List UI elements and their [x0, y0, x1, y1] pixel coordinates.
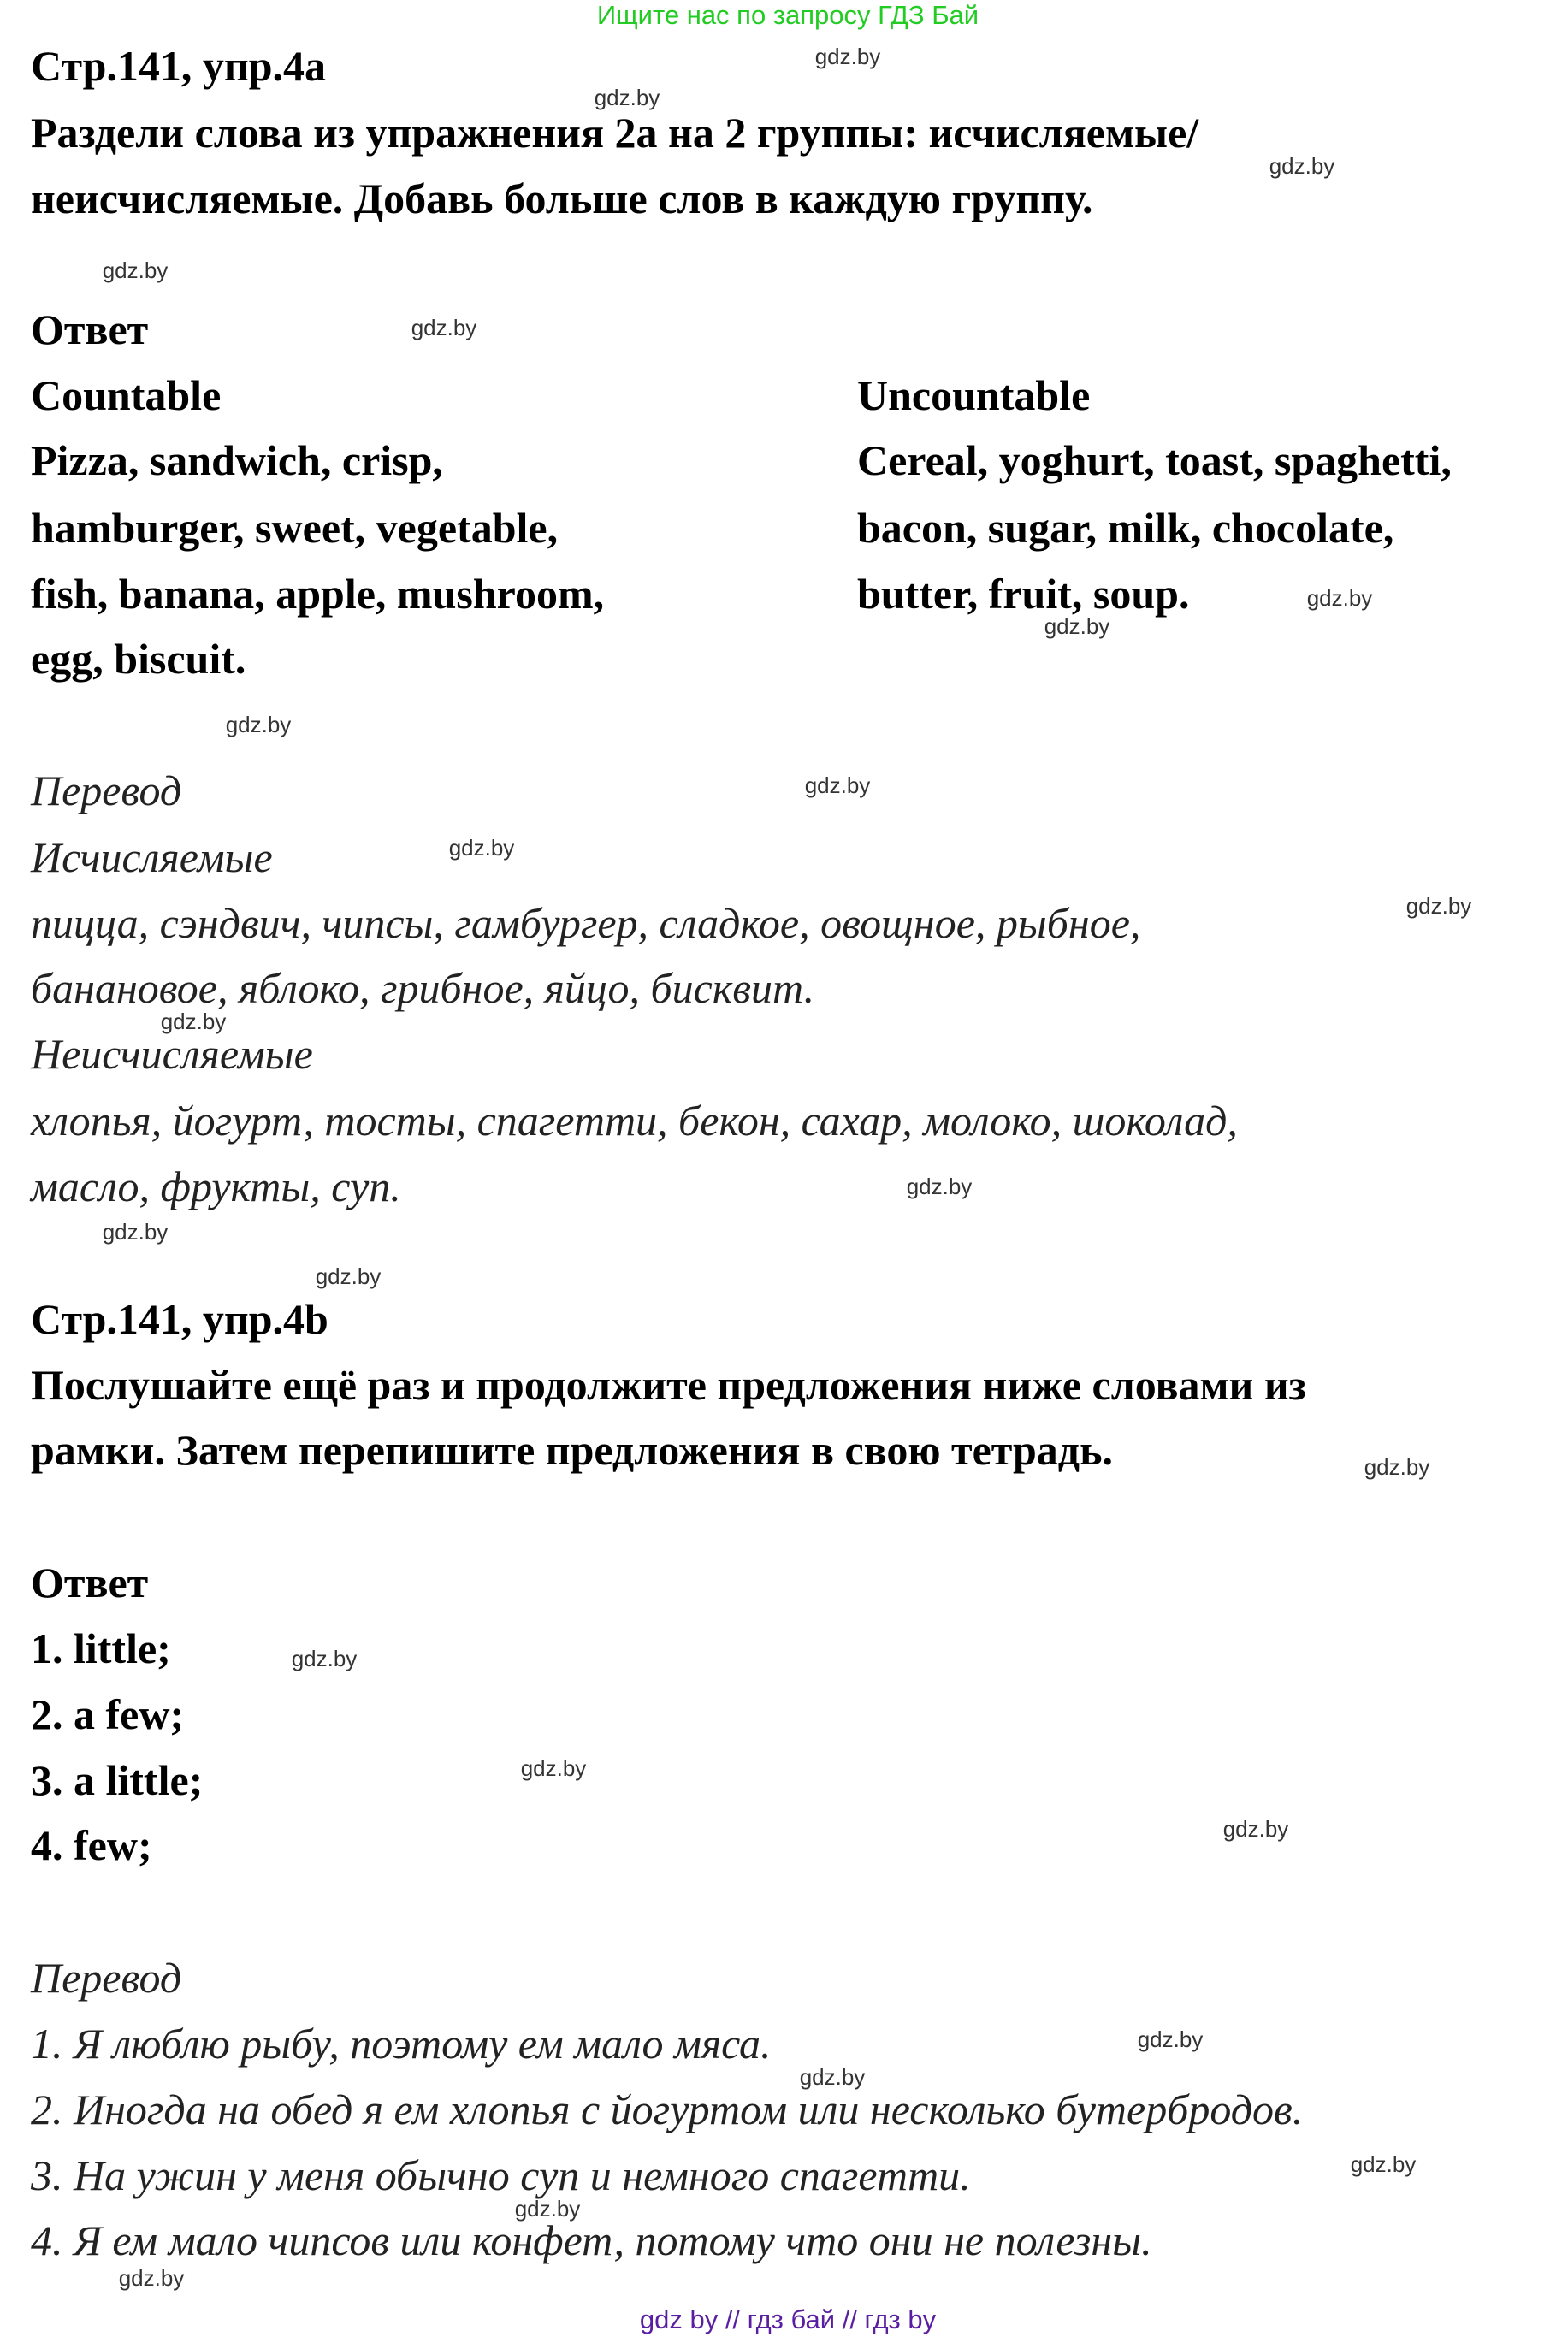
- watermark-text: gdz.by: [411, 315, 477, 340]
- exercise-4b-task-line: Послушайте ещё раз и продолжите предложения ниже словами из: [31, 1361, 1306, 1409]
- watermark-text: gdz.by: [804, 772, 871, 798]
- translation-item: 2. Иногда на обед я ем хлопья с йогуртом или несколько бутербродов.: [31, 2086, 1304, 2133]
- answer-item: 1. little;: [31, 1624, 171, 1672]
- countable-line: fish, banana, apple, mushroom,: [31, 570, 605, 618]
- answer-label: Ответ: [31, 305, 149, 353]
- translation-countable-line: банановое, яблоко, грибное, яйцо, бисквит.: [31, 964, 815, 1012]
- watermark-text: gdz.by: [102, 1219, 169, 1245]
- countable-line: egg, biscuit.: [31, 635, 246, 683]
- watermark-text: gdz.by: [1306, 585, 1373, 611]
- translation-label: Перевод: [31, 766, 182, 814]
- exercise-4b-task-line: рамки. Затем перепишите предложения в свою тетрадь.: [31, 1426, 1114, 1474]
- translation-uncountable-line: хлопья, йогурт, тосты, спагетти, бекон, сахар, молоко, шоколад,: [31, 1097, 1238, 1145]
- watermark-text: gdz.by: [1269, 153, 1335, 179]
- watermark-text: gdz.by: [160, 1009, 227, 1034]
- exercise-4b-title: Стр.141, упр.4b: [31, 1295, 328, 1343]
- uncountable-line: bacon, sugar, milk, chocolate,: [857, 504, 1394, 552]
- translation-item: 1. Я люблю рыбу, поэтому ем мало мяса.: [31, 2020, 772, 2068]
- watermark-text: gdz.by: [814, 44, 881, 69]
- watermark-text: gdz.by: [291, 1646, 358, 1671]
- translation-label: Перевод: [31, 1954, 182, 2002]
- answer-label: Ответ: [31, 1559, 149, 1606]
- watermark-text: gdz.by: [594, 85, 660, 110]
- answer-item: 3. a little;: [31, 1756, 204, 1804]
- uncountable-header: Uncountable: [857, 371, 1091, 419]
- exercise-4a-task-line: Раздели слова из упражнения 2a на 2 группы: исчисляемые/: [31, 109, 1199, 157]
- translation-item: 3. На ужин у меня обычно суп и немного спагетти.: [31, 2151, 971, 2199]
- countable-header: Countable: [31, 371, 222, 419]
- translation-uncountable-line: масло, фрукты, суп.: [31, 1163, 401, 1210]
- watermark-text: gdz.by: [799, 2064, 866, 2090]
- search-banner: Ищите нас по запросу ГДЗ Бай: [596, 0, 979, 30]
- watermark-text: gdz.by: [1137, 2026, 1204, 2052]
- exercise-4a-title: Стр.141, упр.4a: [31, 42, 327, 90]
- footer-watermark: gdz by // гдз бай // гдз by: [639, 2304, 937, 2334]
- translation-item: 4. Я ем мало чипсов или конфет, потому что они не полезны.: [31, 2216, 1152, 2264]
- watermark-text: gdz.by: [1364, 1454, 1430, 1480]
- watermark-text: gdz.by: [1222, 1816, 1289, 1842]
- translation-uncountable-header: Неисчисляемые: [31, 1030, 313, 1078]
- watermark-text: gdz.by: [1405, 893, 1472, 919]
- countable-line: hamburger, sweet, vegetable,: [31, 504, 559, 552]
- watermark-text: gdz.by: [118, 2265, 185, 2291]
- watermark-text: gdz.by: [448, 835, 515, 861]
- watermark-text: gdz.by: [315, 1263, 382, 1289]
- watermark-text: gdz.by: [225, 712, 292, 737]
- uncountable-line: butter, fruit, soup.: [857, 570, 1190, 618]
- watermark-text: gdz.by: [1044, 613, 1110, 639]
- translation-countable-header: Исчисляемые: [31, 833, 273, 881]
- watermark-text: gdz.by: [1350, 2151, 1417, 2177]
- uncountable-line: Cereal, yoghurt, toast, spaghetti,: [857, 436, 1452, 484]
- countable-line: Pizza, sandwich, crisp,: [31, 436, 443, 484]
- watermark-text: gdz.by: [520, 1755, 587, 1781]
- watermark-text: gdz.by: [514, 2196, 581, 2222]
- exercise-4a-task-line: неисчисляемые. Добавь больше слов в каждую группу.: [31, 175, 1093, 222]
- answer-item: 4. few;: [31, 1821, 152, 1869]
- watermark-text: gdz.by: [906, 1174, 973, 1199]
- answer-item: 2. a few;: [31, 1690, 185, 1738]
- watermark-text: gdz.by: [102, 257, 169, 283]
- translation-countable-line: пицца, сэндвич, чипсы, гамбургер, сладкое, овощное, рыбное,: [31, 899, 1141, 947]
